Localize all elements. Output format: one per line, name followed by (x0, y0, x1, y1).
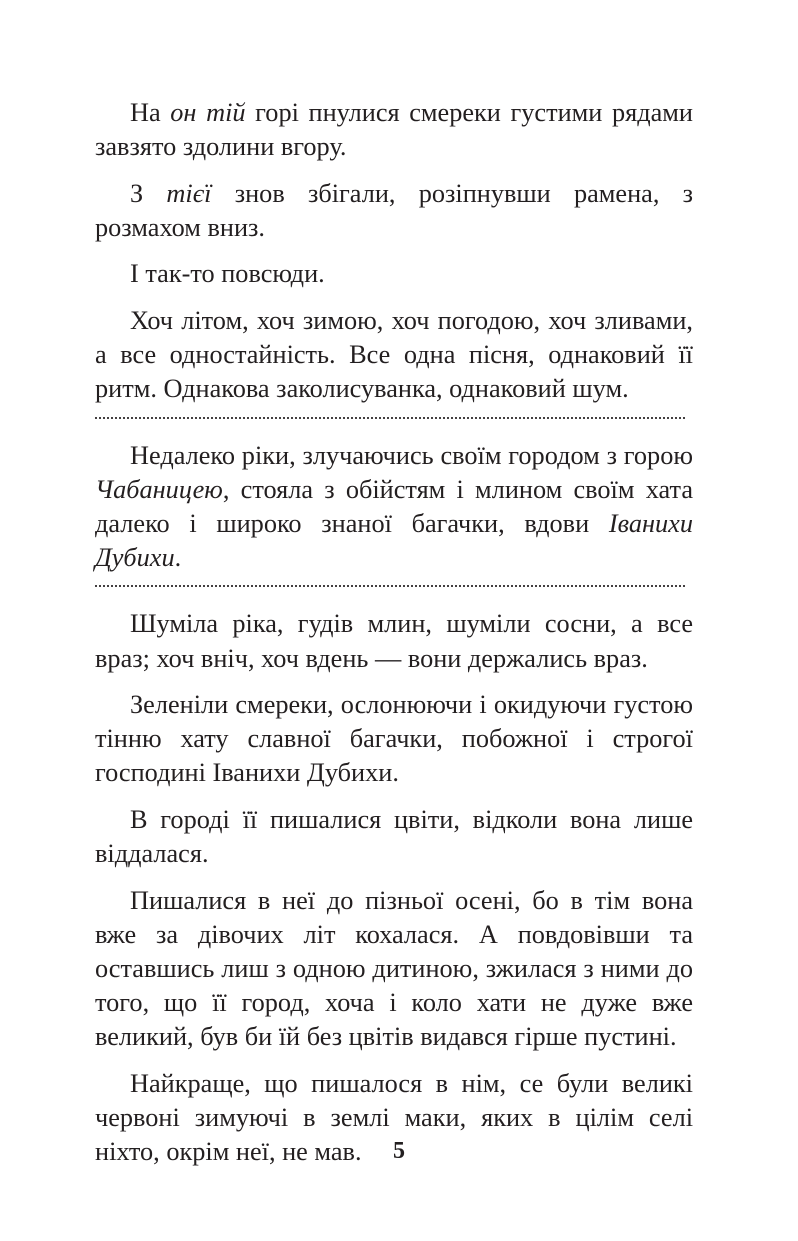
text-run: Недалеко ріки, злучаючись своїм городом з горою (130, 440, 693, 470)
italic-text: Чабаницею (95, 474, 223, 504)
paragraph: І так-то повсюди. (130, 259, 325, 289)
page-number: 5 (393, 1138, 405, 1164)
paragraph: Шуміла ріка, гудів млин, шуміли сосни, а все враз; хоч вніч, хоч вдень — вони держались враз. (95, 609, 693, 673)
italic-text: Іванихи Дубихи (95, 508, 693, 573)
text-run: , стояла з обійстям і млином своїм хата далеко і широко знаної багачки, вдови (95, 474, 693, 538)
paragraph: Зеленіли смереки, ослонюючи і окидуючи густою тінню хату славної багачки, побожної і строгої господині Іванихи Дубихи. (95, 690, 693, 788)
paragraph: Хоч літом, хоч зимою, хоч погодою, хоч зливами, а все одностайність. Все одна пісня, однаковий її ритм. Однакова заколисуванка, однаковий шум. (95, 305, 693, 404)
page-text-block (95, 96, 693, 1170)
paragraph: В городі її пишалися цвіти, відколи вона лише віддалася. (95, 804, 693, 869)
italic-text: он тій (170, 98, 246, 127)
text-run: горі пнулися смереки густими рядами завзято здолини вгору. (95, 98, 693, 162)
italic-text: тієї (166, 178, 212, 208)
text-run: З (130, 178, 167, 208)
paragraph (95, 177, 693, 245)
dotted-separator (95, 585, 685, 589)
paragraph: Найкраще, що пишалося в нім, се були великі червоні зимуючі в землі маки, яких в цілім селі ніхто, окрім неї, не мав. (95, 1068, 693, 1167)
paragraph: Пишалися в неї до пізньої осені, бо в тім вона вже за дівочих літ кохалася. А повдовівши та оставшись лиш з одною дитиною, зжилася з ними до того, що її город, хоча і коло хати не дуже вже великий, був би їй без цвітів видався гірше пустині. (95, 885, 693, 1052)
text-run: На (130, 98, 171, 127)
text-run: знов збігали, розіпнувши рамена, з розмахом вниз. (95, 178, 694, 242)
paragraph (95, 439, 693, 576)
text-run: . (174, 543, 182, 573)
dotted-separator (95, 417, 685, 421)
paragraph (95, 96, 693, 164)
